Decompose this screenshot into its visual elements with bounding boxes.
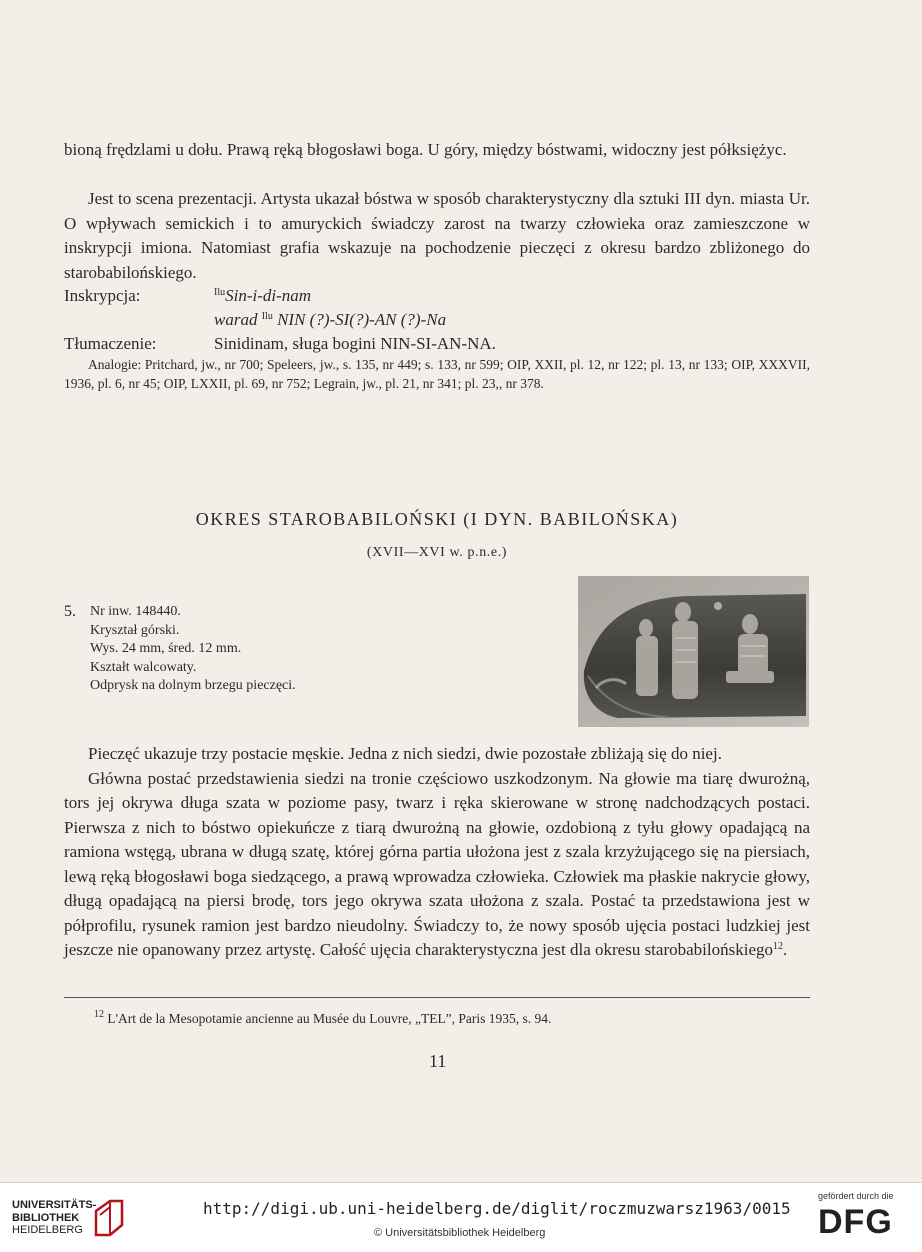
funded-by-text: gefördert durch die — [818, 1191, 894, 1201]
inscription-line-2-b: NIN (?)-SI(?)-AN (?)-Na — [277, 310, 447, 329]
paragraph-top — [64, 138, 810, 163]
inscription-line-2-sup: Ilu — [261, 311, 273, 322]
inscription-line-1 — [214, 284, 311, 308]
inscription-line-1-text: Sin-i-di-nam — [225, 286, 312, 305]
item-number: 5. — [64, 603, 76, 620]
library-name — [12, 1199, 96, 1237]
inscription-line-2 — [214, 308, 446, 332]
translation-label: Tłumaczenie: — [64, 334, 157, 353]
inscription-line-1-sup: Ilu — [214, 287, 226, 298]
library-line-3: HEIDELBERG — [12, 1224, 83, 1236]
section-subheading: (XVII—XVI w. p.n.e.) — [366, 545, 508, 560]
footnote — [94, 1011, 810, 1027]
section-heading: OKRES STAROBABILOŃSKI (I DYN. BABILOŃSKA) — [195, 509, 679, 529]
item-shape: Kształt walcowaty. — [90, 659, 197, 675]
library-line-1: UNIVERSITÄTS- — [12, 1199, 97, 1211]
footnote-reference: 12 — [773, 941, 783, 952]
paragraph-description — [64, 742, 810, 963]
paragraph-desc-2-end: . — [783, 940, 788, 959]
inscription-block — [64, 284, 810, 356]
analogies-text: Analogie: Pritchard, jw., nr 700; Speleers, jw., s. 135, nr 449; s. 133, nr 599; OIP, XXII, pl. 12, nr 122; pl. 13, nr 133; OIP, XXXVII, 1936, pl. 6, nr 45; OIP, LXXII, pl. 69, nr 752; Legrain, jw., pl. 21, nr 341; pl. 23,, nr 378. — [64, 357, 810, 391]
seal-impression-image — [578, 576, 809, 727]
library-logo-icon — [92, 1197, 126, 1242]
inscription-label: Inskrypcja: — [64, 286, 141, 305]
paragraph-scene-text: Jest to scena prezentacji. Artysta ukazał bóstwa w sposób charakterystyczny dla sztuki III dyn. miasta Ur. O wpływach semickich i to amuryckich świadczy zarost na twarzy człowieka oraz zamieszczone w inskrypcji imiona. Natomiast grafia wskazuje na pochodzenie pieczęci z okresu bardzo zbliżonego do starobabilońskiego. — [64, 189, 810, 282]
paragraph-desc-2-text: Główna postać przedstawienia siedzi na tronie częściowo uszkodzonym. Na głowie ma tiarę dwurożną, tors jej okrywa długa szata w poziome pasy, twarz i ręka skierowane w stronę nadchodzących postaci. Pierwsza z nich to bóstwo opiekuńcze z tiarą dwurożną na głowie, ozdobioną z tyłu głowy opadającą na ramiona wstęgą, ubrana w długą szatę, której górna partia ułożona jest z szala krzyżującego się na piersiach, lewą ręką błogosławi boga siedzącego, a prawą wprowadza człowieka. Człowiek ma płaskie nakrycie głowy, długą opadającą na piersi brodę, tors jego okrywa szata ułożona z szala. Postać ta przedstawiona jest w półprofilu, rysunek ramion jest bardzo nieudolny. Świadczy to, że nowy sposób ujęcia postaci ludzkiej jest jeszcze nie opanowany przez artystę. Całość ujęcia charakterystyczna jest dla okresu starobabilońskiego — [64, 768, 810, 959]
inscription-line-2-a: warad — [214, 310, 258, 329]
footnote-rule — [64, 997, 810, 998]
translation-text: Sinidinam, sługa bogini NIN-SI-AN-NA. — [214, 334, 496, 353]
paragraph-scene — [64, 187, 810, 285]
seal-impression-photo — [578, 576, 809, 727]
item-inventory: Nr inw. 148440. — [90, 604, 181, 619]
analogies-note — [64, 356, 810, 393]
footer-bar — [0, 1182, 922, 1252]
item-specs — [64, 603, 384, 703]
item-material: Kryształ górski. — [90, 622, 180, 638]
source-url-link[interactable]: http://digi.ub.uni-heidelberg.de/diglit/roczmuzwarsz1963/0015 — [203, 1199, 791, 1218]
page-number: 11 — [429, 1051, 447, 1071]
library-line-2: BIBLIOTHEK — [12, 1211, 80, 1224]
item-dimensions: Wys. 24 mm, śred. 12 mm. — [90, 641, 242, 656]
dfg-logo: DFG — [818, 1203, 893, 1241]
copyright-notice: © Universitätsbibliothek Heidelberg — [374, 1227, 546, 1239]
footnote-text: L'Art de la Mesopotamie ancienne au Musée du Louvre, „TEL”, Paris 1935, s. 94. — [107, 1011, 552, 1026]
footnote-marker: 12 — [94, 1009, 104, 1020]
paragraph-desc-2 — [64, 767, 810, 963]
item-damage: Odprysk na dolnym brzegu pieczęci. — [90, 678, 296, 693]
paragraph-top-text: bioną frędzlami u dołu. Prawą ręką błogosławi boga. U góry, między bóstwami, widoczny jest półksiężyc. — [64, 140, 787, 159]
paragraph-desc-1: Pieczęć ukazuje trzy postacie męskie. Jedna z nich siedzi, dwie pozostałe zbliżają się do niej. — [88, 744, 722, 763]
